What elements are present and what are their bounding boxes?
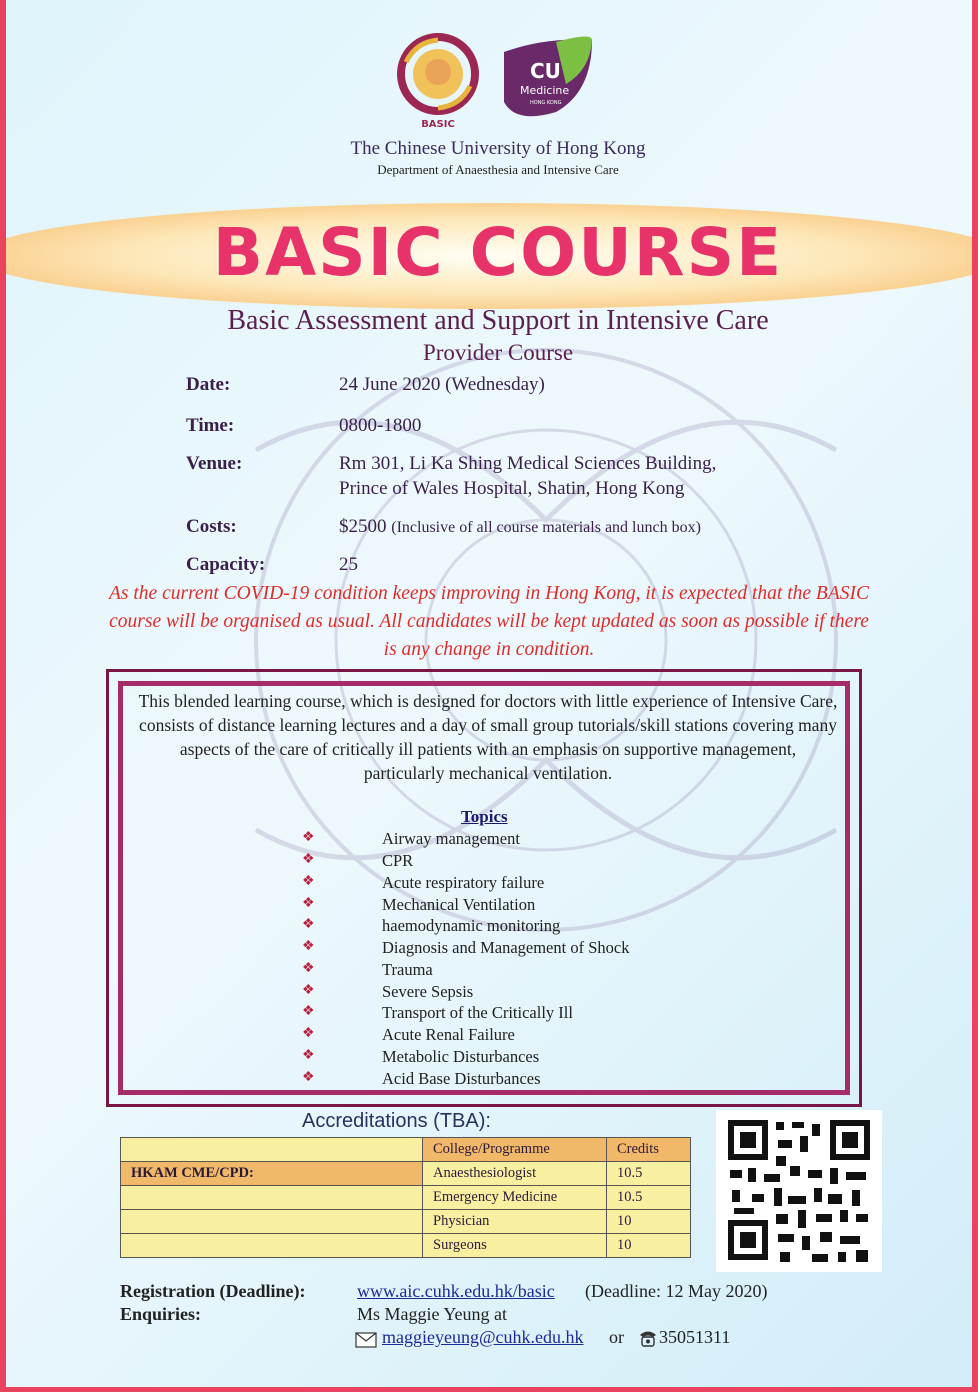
topic-label: Acute Renal Failure	[382, 1025, 515, 1044]
date-label: Date:	[186, 374, 231, 395]
logos	[396, 32, 596, 132]
cu-logo-text: CU	[530, 59, 561, 83]
course-description: This blended learning course, which is designed for doctors with little experience of Intensive Care, consists of distance learning lectures and a day of small group tutorials/skill stations covering many aspects of the care of critically ill patients with an emphasis on supportive management, particularly mechanical ventilation.	[138, 691, 838, 783]
poster	[6, 0, 972, 1387]
registration-label: Registration (Deadline):	[120, 1281, 306, 1301]
accreditations-heading: Accreditations (TBA):	[302, 1110, 491, 1132]
table-row	[121, 1162, 691, 1186]
topic-label: CPR	[382, 851, 414, 870]
venue-line-2: Prince of Wales Hospital, Shatin, Hong Kong	[339, 478, 685, 499]
basic-logo-text: BASIC	[421, 119, 455, 130]
diamond-bullet-icon: ❖	[302, 983, 315, 998]
cu-logo-sub2: HONG KONG	[530, 100, 562, 106]
column-header-programme: College/Programme	[423, 1138, 607, 1162]
table-cell	[121, 1210, 423, 1234]
costs-value-line	[339, 516, 839, 538]
topic-label: Trauma	[382, 960, 433, 979]
covid-notice: As the current COVID-19 condition keeps improving in Hong Kong, it is expected that the BASIC course will be organised as usual. All candidates will be kept updated as soon as possible if there is any change in condition.	[109, 583, 869, 660]
phone-icon	[638, 1329, 658, 1347]
table-cell	[121, 1138, 423, 1162]
topic-label: Airway management	[382, 829, 520, 848]
costs-note: (Inclusive of all course materials and lunch box)	[391, 519, 701, 536]
university-name: The Chinese University of Hong Kong	[350, 138, 646, 159]
table-header-row	[121, 1138, 691, 1162]
date-value: 24 June 2020 (Wednesday)	[339, 374, 545, 395]
diamond-bullet-icon: ❖	[302, 1048, 315, 1063]
programme-cell: Anaesthesiologist	[423, 1162, 607, 1186]
costs-value: $2500	[339, 516, 387, 537]
credits-cell: 10.5	[607, 1162, 691, 1186]
department-name: Department of Anaesthesia and Intensive Care	[377, 162, 619, 177]
programme-cell: Emergency Medicine	[423, 1186, 607, 1210]
table-row	[121, 1234, 691, 1258]
topic-label: Mechanical Ventilation	[382, 895, 536, 914]
topic-label: Diagnosis and Management of Shock	[382, 938, 630, 957]
mail-icon	[355, 1332, 377, 1348]
topics-heading: Topics	[461, 807, 508, 826]
topic-label: Acid Base Disturbances	[382, 1069, 541, 1088]
venue-line-1: Rm 301, Li Ka Shing Medical Sciences Building,	[339, 453, 717, 474]
topic-label: haemodynamic monitoring	[382, 916, 561, 935]
capacity-value: 25	[339, 554, 358, 575]
table-cell	[121, 1186, 423, 1210]
qr-code-icon[interactable]	[716, 1110, 882, 1272]
topic-label: Acute respiratory failure	[382, 873, 545, 892]
email-link[interactable]: maggieyeung@cuhk.edu.hk	[382, 1327, 584, 1347]
diamond-bullet-icon: ❖	[302, 1026, 315, 1041]
registration-link[interactable]: www.aic.cuhk.edu.hk/basic	[357, 1281, 555, 1301]
diamond-bullet-icon: ❖	[302, 939, 315, 954]
topic-label: Metabolic Disturbances	[382, 1047, 540, 1066]
basic-logo-icon	[401, 37, 475, 111]
or-text: or	[609, 1327, 624, 1347]
diamond-bullet-icon: ❖	[302, 896, 315, 911]
table-cell	[121, 1234, 423, 1258]
diamond-bullet-icon: ❖	[302, 961, 315, 976]
time-label: Time:	[186, 415, 235, 436]
table-row	[121, 1186, 691, 1210]
programme-cell: Physician	[423, 1210, 607, 1234]
credits-cell: 10	[607, 1234, 691, 1258]
costs-label: Costs:	[186, 516, 237, 537]
topic-label: Severe Sepsis	[382, 982, 474, 1001]
registration-deadline: (Deadline: 12 May 2020)	[585, 1281, 768, 1301]
phone-number: 35051311	[659, 1327, 731, 1347]
diamond-bullet-icon: ❖	[302, 1070, 315, 1085]
credits-cell: 10.5	[607, 1186, 691, 1210]
diamond-bullet-icon: ❖	[302, 917, 315, 932]
capacity-label: Capacity:	[186, 554, 266, 575]
column-header-credits: Credits	[607, 1138, 691, 1162]
cu-logo-sub: Medicine	[520, 84, 570, 97]
programme-cell: Surgeons	[423, 1234, 607, 1258]
venue-label: Venue:	[186, 453, 243, 474]
course-title: BASIC COURSE	[212, 214, 784, 291]
enquiries-contact: Ms Maggie Yeung at	[357, 1304, 508, 1324]
enquiries-label: Enquiries:	[120, 1304, 202, 1324]
diamond-bullet-icon: ❖	[302, 830, 315, 845]
course-subtitle-2: Provider Course	[422, 340, 574, 365]
course-subtitle: Basic Assessment and Support in Intensive Care	[227, 305, 769, 336]
diamond-bullet-icon: ❖	[302, 852, 315, 867]
credits-cell: 10	[607, 1210, 691, 1234]
table-row	[121, 1210, 691, 1234]
accreditations-table	[120, 1137, 691, 1258]
row-label: HKAM CME/CPD:	[121, 1162, 423, 1186]
time-value: 0800-1800	[339, 415, 422, 436]
diamond-bullet-icon: ❖	[302, 1004, 315, 1019]
topic-label: Transport of the Critically Ill	[382, 1003, 573, 1022]
diamond-bullet-icon: ❖	[302, 874, 315, 889]
